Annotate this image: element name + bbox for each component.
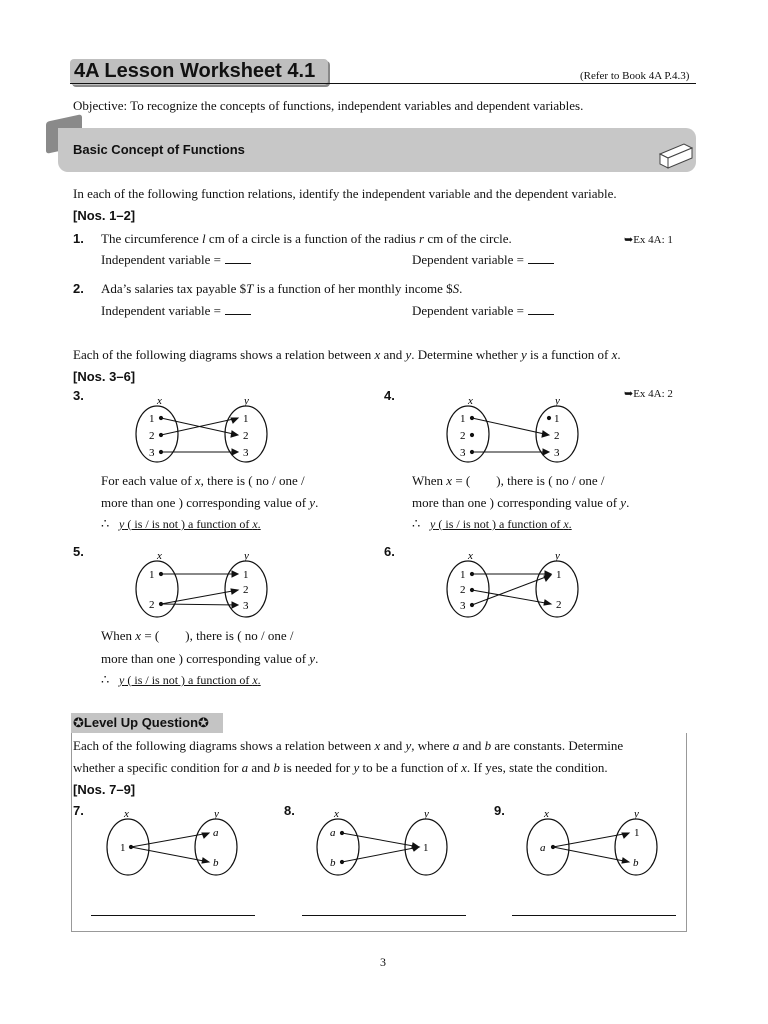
q2-independent-blank[interactable] [225,303,251,315]
q4-conclusion: ∴ y ( is / is not ) a function of x. [412,516,572,531]
codomain-value: 1 [423,842,429,854]
domain-value: 2 [149,599,155,611]
q1-number: 1. [73,231,84,246]
y-axis-label: y [555,395,560,407]
q1-independent: Independent variable = [101,252,251,268]
q4-line2: more than one ) corresponding value of y. [412,495,630,510]
domain-value: 3 [460,600,466,612]
q7-number: 7. [73,803,84,818]
q9-answer-line[interactable] [512,915,676,916]
part1-range: [Nos. 1–2] [73,208,136,223]
codomain-value: b [633,857,639,869]
y-axis-label: y [634,808,639,820]
q4-number: 4. [384,388,395,403]
domain-oval [136,561,178,617]
q5-number: 5. [73,544,84,559]
q5-line2: more than one ) corresponding value of y. [101,651,319,666]
codomain-value: 1 [243,413,249,425]
domain-value: 2 [460,584,466,596]
q7-answer-line[interactable] [91,915,255,916]
codomain-value: 3 [554,447,560,459]
q2-independent: Independent variable = [101,303,251,319]
q9-mapping-diagram [520,806,665,878]
book-reference: (Refer to Book 4A P.4.3) [580,70,690,82]
part2-intro: Each of the following diagrams shows a relation between x and y. Determine whether y is a function of x. [73,347,621,362]
q6-mapping-diagram [441,548,586,620]
q4-line1: When x = ( ), there is ( no / one / [412,473,605,488]
x-axis-label: x [334,808,339,820]
q3-number: 3. [73,388,84,403]
level-up-intro-2: whether a specific condition for a and b is needed for y to be a function of x. If yes, state the condition. [73,760,608,775]
domain-value: a [540,842,546,854]
domain-value: 3 [460,447,466,459]
codomain-value: 1 [243,569,249,581]
part1-intro: In each of the following function relations, identify the independent variable and the dependent variable. [73,186,617,201]
domain-oval [527,819,569,875]
x-axis-label: x [124,808,129,820]
domain-value: b [330,857,336,869]
q3-line1: For each value of x, there is ( no / one / [101,473,305,488]
q2-number: 2. [73,281,84,296]
codomain-value: 2 [243,430,249,442]
domain-oval [317,819,359,875]
block-icon [656,138,696,172]
worksheet-title: 4A Lesson Worksheet 4.1 [74,60,316,82]
q1-text: The circumference l cm of a circle is a function of the radius r cm of the circle. [101,231,512,246]
domain-oval [447,406,489,462]
y-axis-label: y [244,550,249,562]
domain-value: 1 [120,842,126,854]
y-axis-label: y [214,808,219,820]
domain-oval [107,819,149,875]
q5-conclusion: ∴ y ( is / is not ) a function of x. [101,672,261,687]
domain-value: 3 [149,447,155,459]
domain-value: 1 [460,569,466,581]
q2-dependent-blank[interactable] [528,303,554,315]
q2-dependent: Dependent variable = [412,303,554,319]
q1-dependent: Dependent variable = [412,252,554,268]
domain-value: 1 [149,413,155,425]
part2-example-reference: ➥Ex 4A: 2 [624,388,673,400]
domain-value: a [330,827,336,839]
q1-independent-blank[interactable] [225,252,251,264]
domain-value: 1 [149,569,155,581]
codomain-value: 1 [554,413,560,425]
x-axis-label: x [468,550,473,562]
q6-number: 6. [384,544,395,559]
q8-mapping-diagram [310,806,455,878]
y-axis-label: y [244,395,249,407]
level-up-range: [Nos. 7–9] [73,782,136,797]
objective-text: Objective: To recognize the concepts of functions, independent variables and dependent variables. [73,98,584,113]
codomain-value: 2 [556,599,562,611]
x-axis-label: x [544,808,549,820]
q1-dependent-blank[interactable] [528,252,554,264]
x-axis-label: x [157,395,162,407]
domain-value: 1 [460,413,466,425]
section-title: Basic Concept of Functions [73,142,245,157]
q5-mapping-diagram [130,548,275,620]
q4-mapping-diagram [441,393,586,465]
level-up-intro-1: Each of the following diagrams shows a relation between x and y, where a and b are constants. Determine [73,738,624,753]
y-axis-label: y [555,550,560,562]
level-up-tag: ✪Level Up Question✪ [73,715,209,730]
q3-conclusion: ∴ y ( is / is not ) a function of x. [101,516,261,531]
codomain-value: 1 [556,569,562,581]
codomain-value: 2 [243,584,249,596]
q7-mapping-diagram [100,806,245,878]
title-rule [70,83,696,84]
domain-oval [136,406,178,462]
codomain-value: 1 [634,827,640,839]
codomain-value: 3 [243,447,249,459]
page-number: 3 [380,955,386,969]
domain-value: 2 [460,430,466,442]
domain-oval [447,561,489,617]
q3-mapping-diagram [130,393,275,465]
codomain-value: b [213,857,219,869]
domain-value: 2 [149,430,155,442]
codomain-value: 2 [554,430,560,442]
q8-number: 8. [284,803,295,818]
codomain-value: 3 [243,600,249,612]
x-axis-label: x [157,550,162,562]
q3-line2: more than one ) corresponding value of y. [101,495,319,510]
codomain-value: a [213,827,219,839]
q5-line1: When x = ( ), there is ( no / one / [101,628,294,643]
part2-range: [Nos. 3–6] [73,369,136,384]
q1-example-reference: ➥Ex 4A: 1 [624,234,673,246]
q9-number: 9. [494,803,505,818]
x-axis-label: x [468,395,473,407]
q2-text: Ada’s salaries tax payable $T is a function of her monthly income $S. [101,281,463,296]
y-axis-label: y [424,808,429,820]
q8-answer-line[interactable] [302,915,466,916]
